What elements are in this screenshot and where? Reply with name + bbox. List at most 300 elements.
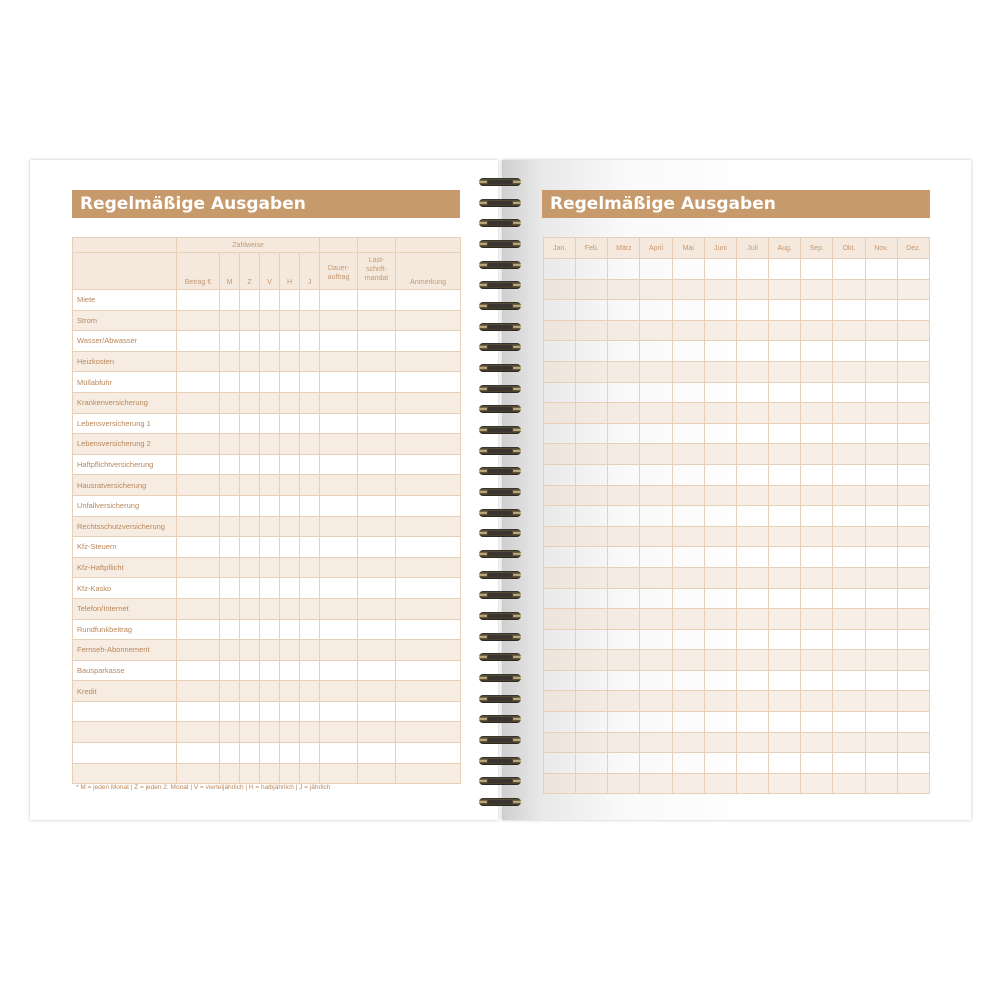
- entry-cell[interactable]: [280, 351, 300, 372]
- entry-cell[interactable]: [177, 619, 220, 640]
- month-cell[interactable]: [833, 485, 865, 506]
- month-cell[interactable]: [704, 526, 736, 547]
- month-cell[interactable]: [608, 464, 640, 485]
- entry-cell[interactable]: [260, 351, 280, 372]
- entry-cell[interactable]: [358, 434, 396, 455]
- month-cell[interactable]: [672, 753, 704, 774]
- entry-cell[interactable]: [300, 372, 320, 393]
- month-cell[interactable]: [769, 588, 801, 609]
- month-cell[interactable]: [801, 753, 833, 774]
- entry-cell[interactable]: [320, 722, 358, 743]
- month-cell[interactable]: [769, 320, 801, 341]
- entry-cell[interactable]: [220, 495, 240, 516]
- entry-cell[interactable]: [280, 557, 300, 578]
- entry-cell[interactable]: [320, 475, 358, 496]
- entry-cell[interactable]: [396, 454, 461, 475]
- entry-cell[interactable]: [300, 290, 320, 311]
- month-cell[interactable]: [704, 753, 736, 774]
- month-cell[interactable]: [672, 670, 704, 691]
- month-cell[interactable]: [801, 732, 833, 753]
- month-cell[interactable]: [576, 526, 608, 547]
- month-cell[interactable]: [801, 670, 833, 691]
- month-cell[interactable]: [897, 279, 929, 300]
- month-cell[interactable]: [544, 629, 576, 650]
- entry-cell[interactable]: [220, 372, 240, 393]
- month-cell[interactable]: [576, 341, 608, 362]
- entry-cell[interactable]: [260, 434, 280, 455]
- entry-cell[interactable]: [300, 681, 320, 702]
- entry-cell[interactable]: [240, 413, 260, 434]
- month-cell[interactable]: [576, 609, 608, 630]
- month-cell[interactable]: [544, 712, 576, 733]
- month-cell[interactable]: [865, 382, 897, 403]
- month-cell[interactable]: [769, 547, 801, 568]
- entry-cell[interactable]: [220, 392, 240, 413]
- entry-cell[interactable]: [280, 310, 300, 331]
- month-cell[interactable]: [704, 259, 736, 280]
- month-cell[interactable]: [833, 670, 865, 691]
- month-cell[interactable]: [897, 464, 929, 485]
- entry-cell[interactable]: [177, 331, 220, 352]
- month-cell[interactable]: [865, 588, 897, 609]
- entry-cell[interactable]: [358, 372, 396, 393]
- entry-cell[interactable]: [177, 537, 220, 558]
- month-cell[interactable]: [801, 485, 833, 506]
- entry-cell[interactable]: [260, 763, 280, 784]
- month-cell[interactable]: [769, 753, 801, 774]
- month-cell[interactable]: [640, 320, 672, 341]
- month-cell[interactable]: [672, 320, 704, 341]
- month-cell[interactable]: [608, 361, 640, 382]
- month-cell[interactable]: [544, 773, 576, 794]
- month-cell[interactable]: [576, 423, 608, 444]
- entry-cell[interactable]: [320, 619, 358, 640]
- month-cell[interactable]: [736, 670, 768, 691]
- month-cell[interactable]: [608, 300, 640, 321]
- month-cell[interactable]: [576, 259, 608, 280]
- month-cell[interactable]: [672, 650, 704, 671]
- entry-cell[interactable]: [260, 392, 280, 413]
- month-cell[interactable]: [769, 567, 801, 588]
- month-cell[interactable]: [544, 588, 576, 609]
- entry-cell[interactable]: [358, 495, 396, 516]
- entry-cell[interactable]: [220, 310, 240, 331]
- month-cell[interactable]: [897, 444, 929, 465]
- entry-cell[interactable]: [177, 310, 220, 331]
- month-cell[interactable]: [801, 464, 833, 485]
- month-cell[interactable]: [897, 361, 929, 382]
- entry-cell[interactable]: [300, 351, 320, 372]
- entry-cell[interactable]: [358, 475, 396, 496]
- entry-cell[interactable]: [280, 331, 300, 352]
- month-cell[interactable]: [833, 361, 865, 382]
- entry-cell[interactable]: [220, 413, 240, 434]
- month-cell[interactable]: [833, 588, 865, 609]
- month-cell[interactable]: [544, 403, 576, 424]
- month-cell[interactable]: [640, 773, 672, 794]
- month-cell[interactable]: [544, 506, 576, 527]
- entry-cell[interactable]: [300, 763, 320, 784]
- entry-cell[interactable]: [396, 413, 461, 434]
- entry-cell[interactable]: [280, 640, 300, 661]
- month-cell[interactable]: [672, 382, 704, 403]
- entry-cell[interactable]: [260, 413, 280, 434]
- entry-cell[interactable]: [396, 598, 461, 619]
- entry-cell[interactable]: [300, 578, 320, 599]
- entry-cell[interactable]: [240, 495, 260, 516]
- month-cell[interactable]: [736, 423, 768, 444]
- month-cell[interactable]: [672, 464, 704, 485]
- month-cell[interactable]: [544, 691, 576, 712]
- entry-cell[interactable]: [260, 743, 280, 764]
- month-cell[interactable]: [897, 403, 929, 424]
- entry-cell[interactable]: [177, 640, 220, 661]
- entry-cell[interactable]: [320, 372, 358, 393]
- month-cell[interactable]: [576, 485, 608, 506]
- entry-cell[interactable]: [240, 290, 260, 311]
- month-cell[interactable]: [865, 259, 897, 280]
- entry-cell[interactable]: [280, 454, 300, 475]
- month-cell[interactable]: [736, 341, 768, 362]
- entry-cell[interactable]: [220, 351, 240, 372]
- month-cell[interactable]: [833, 259, 865, 280]
- month-cell[interactable]: [608, 547, 640, 568]
- month-cell[interactable]: [865, 650, 897, 671]
- entry-cell[interactable]: [280, 372, 300, 393]
- month-cell[interactable]: [704, 609, 736, 630]
- month-cell[interactable]: [704, 485, 736, 506]
- entry-cell[interactable]: [280, 495, 300, 516]
- entry-cell[interactable]: [220, 681, 240, 702]
- entry-cell[interactable]: [177, 660, 220, 681]
- month-cell[interactable]: [640, 547, 672, 568]
- entry-cell[interactable]: [280, 743, 300, 764]
- month-cell[interactable]: [736, 444, 768, 465]
- month-cell[interactable]: [897, 382, 929, 403]
- month-cell[interactable]: [897, 259, 929, 280]
- month-cell[interactable]: [801, 361, 833, 382]
- month-cell[interactable]: [704, 547, 736, 568]
- month-cell[interactable]: [640, 279, 672, 300]
- month-cell[interactable]: [672, 691, 704, 712]
- entry-cell[interactable]: [358, 310, 396, 331]
- month-cell[interactable]: [640, 732, 672, 753]
- month-cell[interactable]: [608, 588, 640, 609]
- month-cell[interactable]: [833, 382, 865, 403]
- month-cell[interactable]: [736, 403, 768, 424]
- month-cell[interactable]: [640, 712, 672, 733]
- month-cell[interactable]: [704, 279, 736, 300]
- month-cell[interactable]: [608, 320, 640, 341]
- month-cell[interactable]: [897, 506, 929, 527]
- month-cell[interactable]: [704, 464, 736, 485]
- entry-cell[interactable]: [220, 434, 240, 455]
- month-cell[interactable]: [640, 259, 672, 280]
- month-cell[interactable]: [672, 609, 704, 630]
- month-cell[interactable]: [576, 732, 608, 753]
- entry-cell[interactable]: [260, 454, 280, 475]
- entry-cell[interactable]: [220, 516, 240, 537]
- month-cell[interactable]: [833, 547, 865, 568]
- entry-cell[interactable]: [396, 537, 461, 558]
- month-cell[interactable]: [704, 732, 736, 753]
- entry-cell[interactable]: [177, 743, 220, 764]
- month-cell[interactable]: [640, 753, 672, 774]
- month-cell[interactable]: [801, 300, 833, 321]
- month-cell[interactable]: [769, 423, 801, 444]
- entry-cell[interactable]: [358, 763, 396, 784]
- month-cell[interactable]: [833, 300, 865, 321]
- month-cell[interactable]: [769, 279, 801, 300]
- month-cell[interactable]: [640, 361, 672, 382]
- entry-cell[interactable]: [320, 454, 358, 475]
- month-cell[interactable]: [897, 547, 929, 568]
- month-cell[interactable]: [833, 732, 865, 753]
- month-cell[interactable]: [865, 670, 897, 691]
- entry-cell[interactable]: [300, 475, 320, 496]
- entry-cell[interactable]: [320, 310, 358, 331]
- month-cell[interactable]: [865, 485, 897, 506]
- month-cell[interactable]: [897, 341, 929, 362]
- month-cell[interactable]: [736, 361, 768, 382]
- entry-cell[interactable]: [220, 763, 240, 784]
- entry-cell[interactable]: [240, 763, 260, 784]
- entry-cell[interactable]: [220, 578, 240, 599]
- entry-cell[interactable]: [358, 619, 396, 640]
- entry-cell[interactable]: [177, 763, 220, 784]
- month-cell[interactable]: [865, 567, 897, 588]
- entry-cell[interactable]: [260, 331, 280, 352]
- entry-cell[interactable]: [320, 537, 358, 558]
- entry-cell[interactable]: [177, 454, 220, 475]
- month-cell[interactable]: [736, 526, 768, 547]
- entry-cell[interactable]: [396, 763, 461, 784]
- month-cell[interactable]: [897, 670, 929, 691]
- month-cell[interactable]: [672, 506, 704, 527]
- entry-cell[interactable]: [240, 310, 260, 331]
- entry-cell[interactable]: [358, 578, 396, 599]
- entry-cell[interactable]: [396, 722, 461, 743]
- month-cell[interactable]: [736, 588, 768, 609]
- month-cell[interactable]: [576, 403, 608, 424]
- entry-cell[interactable]: [220, 454, 240, 475]
- month-cell[interactable]: [608, 506, 640, 527]
- entry-cell[interactable]: [280, 660, 300, 681]
- entry-cell[interactable]: [260, 495, 280, 516]
- month-cell[interactable]: [576, 464, 608, 485]
- entry-cell[interactable]: [280, 598, 300, 619]
- month-cell[interactable]: [769, 670, 801, 691]
- entry-cell[interactable]: [240, 475, 260, 496]
- entry-cell[interactable]: [177, 598, 220, 619]
- month-cell[interactable]: [736, 320, 768, 341]
- entry-cell[interactable]: [320, 578, 358, 599]
- month-cell[interactable]: [576, 547, 608, 568]
- month-cell[interactable]: [769, 382, 801, 403]
- month-cell[interactable]: [608, 403, 640, 424]
- entry-cell[interactable]: [320, 392, 358, 413]
- month-cell[interactable]: [640, 629, 672, 650]
- month-cell[interactable]: [769, 506, 801, 527]
- month-cell[interactable]: [640, 691, 672, 712]
- entry-cell[interactable]: [240, 598, 260, 619]
- entry-cell[interactable]: [260, 557, 280, 578]
- entry-cell[interactable]: [358, 351, 396, 372]
- month-cell[interactable]: [544, 444, 576, 465]
- entry-cell[interactable]: [300, 495, 320, 516]
- month-cell[interactable]: [672, 567, 704, 588]
- month-cell[interactable]: [544, 279, 576, 300]
- entry-cell[interactable]: [300, 701, 320, 722]
- entry-cell[interactable]: [240, 681, 260, 702]
- month-cell[interactable]: [640, 444, 672, 465]
- entry-cell[interactable]: [320, 598, 358, 619]
- month-cell[interactable]: [897, 650, 929, 671]
- month-cell[interactable]: [897, 423, 929, 444]
- month-cell[interactable]: [865, 444, 897, 465]
- month-cell[interactable]: [608, 341, 640, 362]
- month-cell[interactable]: [608, 753, 640, 774]
- month-cell[interactable]: [704, 300, 736, 321]
- month-cell[interactable]: [736, 732, 768, 753]
- month-cell[interactable]: [769, 609, 801, 630]
- entry-cell[interactable]: [320, 743, 358, 764]
- month-cell[interactable]: [833, 423, 865, 444]
- month-cell[interactable]: [801, 567, 833, 588]
- month-cell[interactable]: [608, 259, 640, 280]
- entry-cell[interactable]: [300, 454, 320, 475]
- month-cell[interactable]: [704, 444, 736, 465]
- month-cell[interactable]: [865, 753, 897, 774]
- entry-cell[interactable]: [396, 619, 461, 640]
- month-cell[interactable]: [544, 259, 576, 280]
- entry-cell[interactable]: [320, 290, 358, 311]
- entry-cell[interactable]: [240, 331, 260, 352]
- month-cell[interactable]: [672, 732, 704, 753]
- month-cell[interactable]: [736, 773, 768, 794]
- month-cell[interactable]: [704, 650, 736, 671]
- entry-cell[interactable]: [240, 557, 260, 578]
- month-cell[interactable]: [608, 609, 640, 630]
- month-cell[interactable]: [865, 773, 897, 794]
- month-cell[interactable]: [769, 526, 801, 547]
- month-cell[interactable]: [897, 609, 929, 630]
- month-cell[interactable]: [736, 567, 768, 588]
- month-cell[interactable]: [736, 609, 768, 630]
- month-cell[interactable]: [608, 691, 640, 712]
- month-cell[interactable]: [704, 506, 736, 527]
- month-cell[interactable]: [865, 526, 897, 547]
- month-cell[interactable]: [801, 444, 833, 465]
- entry-cell[interactable]: [177, 372, 220, 393]
- month-cell[interactable]: [736, 753, 768, 774]
- entry-cell[interactable]: [358, 722, 396, 743]
- month-cell[interactable]: [897, 588, 929, 609]
- month-cell[interactable]: [672, 547, 704, 568]
- month-cell[interactable]: [801, 773, 833, 794]
- entry-cell[interactable]: [396, 640, 461, 661]
- entry-cell[interactable]: [177, 557, 220, 578]
- entry-cell[interactable]: [300, 392, 320, 413]
- month-cell[interactable]: [833, 464, 865, 485]
- month-cell[interactable]: [801, 691, 833, 712]
- month-cell[interactable]: [608, 526, 640, 547]
- entry-cell[interactable]: [240, 640, 260, 661]
- entry-cell[interactable]: [396, 681, 461, 702]
- month-cell[interactable]: [608, 732, 640, 753]
- month-cell[interactable]: [865, 341, 897, 362]
- month-cell[interactable]: [576, 382, 608, 403]
- month-cell[interactable]: [576, 300, 608, 321]
- month-cell[interactable]: [608, 423, 640, 444]
- month-cell[interactable]: [897, 485, 929, 506]
- month-cell[interactable]: [736, 464, 768, 485]
- month-cell[interactable]: [801, 712, 833, 733]
- month-cell[interactable]: [640, 526, 672, 547]
- month-cell[interactable]: [576, 444, 608, 465]
- month-cell[interactable]: [865, 506, 897, 527]
- entry-cell[interactable]: [280, 578, 300, 599]
- entry-cell[interactable]: [240, 578, 260, 599]
- month-cell[interactable]: [801, 609, 833, 630]
- entry-cell[interactable]: [300, 743, 320, 764]
- month-cell[interactable]: [640, 567, 672, 588]
- entry-cell[interactable]: [260, 290, 280, 311]
- month-cell[interactable]: [704, 773, 736, 794]
- month-cell[interactable]: [865, 361, 897, 382]
- month-cell[interactable]: [672, 526, 704, 547]
- month-cell[interactable]: [672, 259, 704, 280]
- month-cell[interactable]: [833, 629, 865, 650]
- month-cell[interactable]: [897, 712, 929, 733]
- entry-cell[interactable]: [358, 516, 396, 537]
- month-cell[interactable]: [544, 423, 576, 444]
- entry-cell[interactable]: [280, 701, 300, 722]
- month-cell[interactable]: [576, 588, 608, 609]
- entry-cell[interactable]: [177, 475, 220, 496]
- entry-cell[interactable]: [177, 722, 220, 743]
- month-cell[interactable]: [672, 300, 704, 321]
- entry-cell[interactable]: [300, 413, 320, 434]
- month-cell[interactable]: [769, 650, 801, 671]
- entry-cell[interactable]: [280, 392, 300, 413]
- month-cell[interactable]: [897, 773, 929, 794]
- entry-cell[interactable]: [220, 290, 240, 311]
- month-cell[interactable]: [608, 567, 640, 588]
- month-cell[interactable]: [897, 629, 929, 650]
- entry-cell[interactable]: [177, 392, 220, 413]
- month-cell[interactable]: [704, 361, 736, 382]
- month-cell[interactable]: [544, 341, 576, 362]
- month-cell[interactable]: [640, 506, 672, 527]
- month-cell[interactable]: [833, 526, 865, 547]
- month-cell[interactable]: [736, 259, 768, 280]
- entry-cell[interactable]: [260, 578, 280, 599]
- month-cell[interactable]: [576, 629, 608, 650]
- entry-cell[interactable]: [358, 454, 396, 475]
- entry-cell[interactable]: [300, 619, 320, 640]
- month-cell[interactable]: [672, 712, 704, 733]
- entry-cell[interactable]: [396, 578, 461, 599]
- month-cell[interactable]: [769, 341, 801, 362]
- month-cell[interactable]: [672, 588, 704, 609]
- month-cell[interactable]: [865, 609, 897, 630]
- month-cell[interactable]: [897, 526, 929, 547]
- entry-cell[interactable]: [320, 681, 358, 702]
- entry-cell[interactable]: [396, 516, 461, 537]
- entry-cell[interactable]: [396, 331, 461, 352]
- month-cell[interactable]: [736, 506, 768, 527]
